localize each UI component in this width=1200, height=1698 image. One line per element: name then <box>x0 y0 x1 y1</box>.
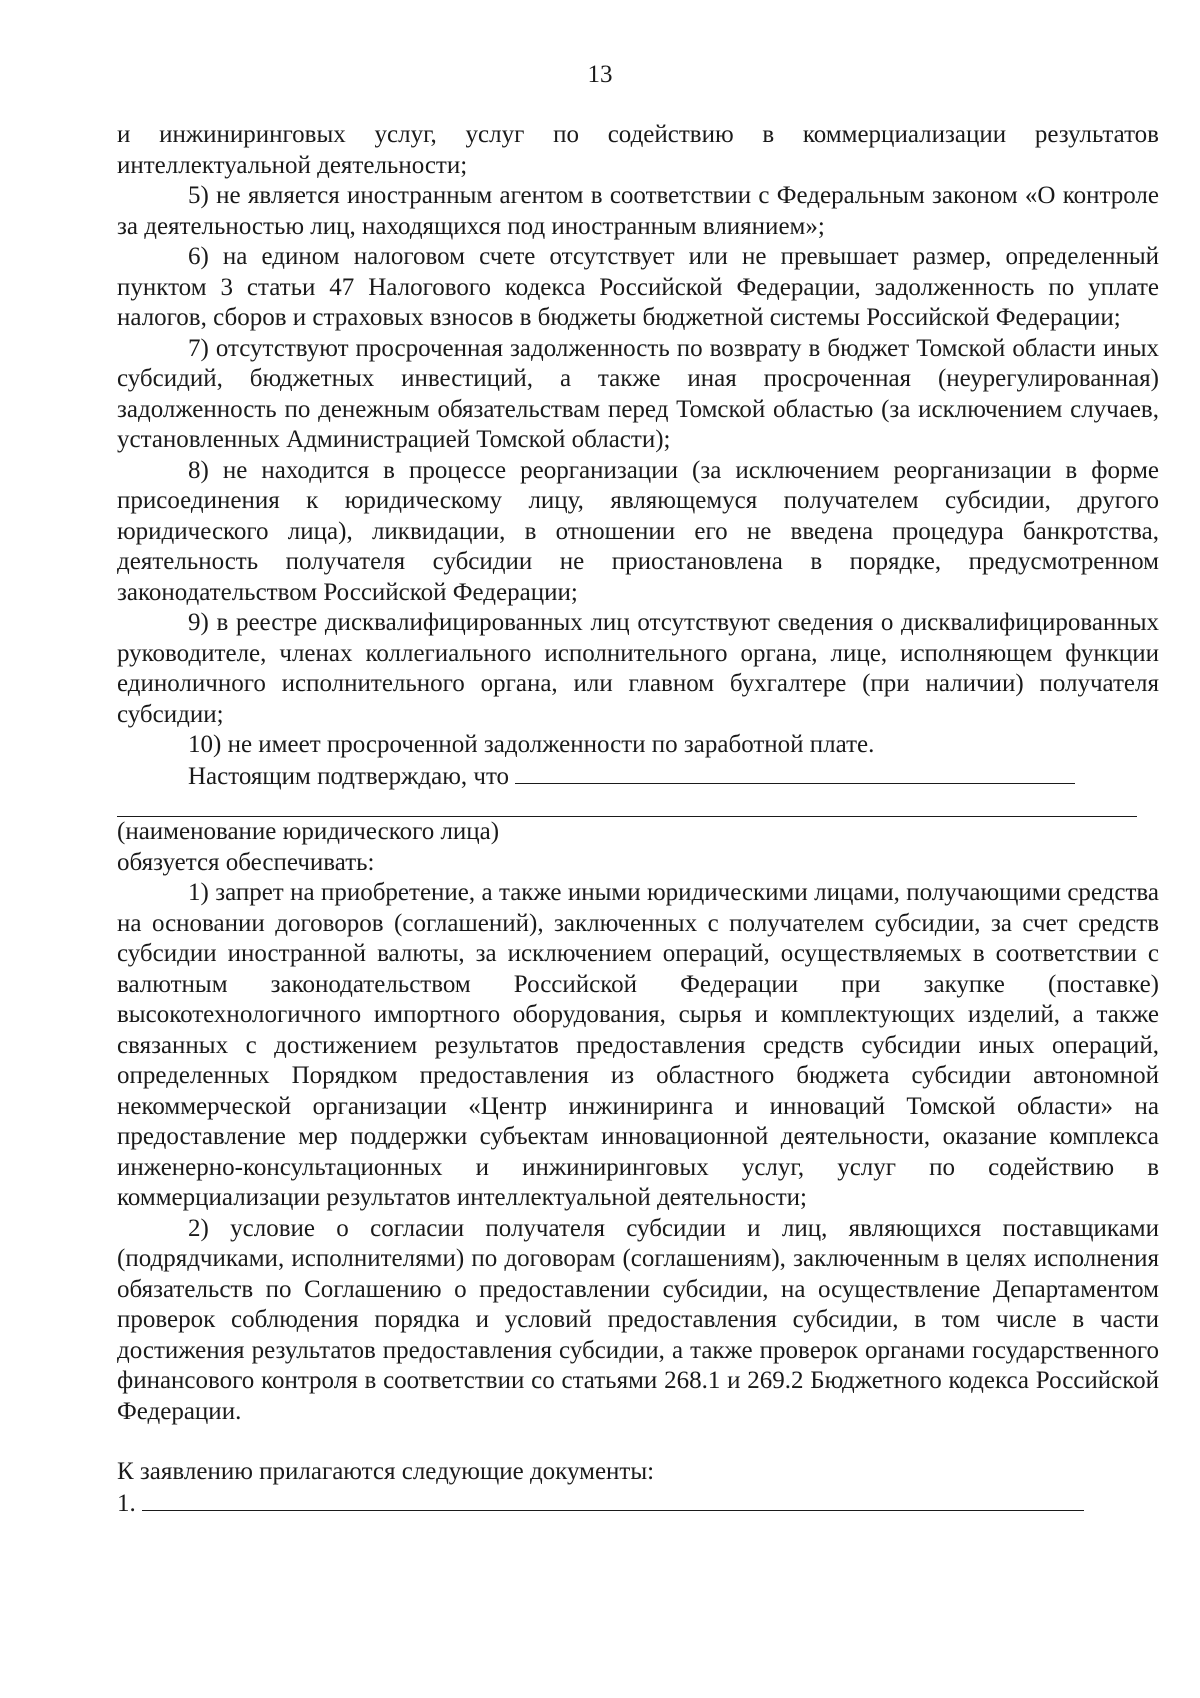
attachment-number: 1. <box>117 1489 136 1517</box>
confirmation-line <box>117 761 1159 793</box>
obligation-item-1: 1) запрет на приобретение, а также иными юридическими лицами, получающими средства на основании договоров (соглашений), заключенных с получателем субсидии, за счет средств субсидии иностранной валюты, за исключением операций, осуществляемых в соответствии с валютным законодательством Российской Федерации при закупке (поставке) высокотехнологичного импортного оборудования, сырья и комплектующих изделий, а также связанных с достижением результатов предоставления средств субсидии иных операций, определенных Порядком предоставления из областного бюджета субсидии автономной некоммерческой организации «Центр инжиниринга и инноваций Томской области» на предоставление мер поддержки субъектам инновационной деятельности, оказание комплекса инженерно-консультационных и инжиниринговых услуг, услуг по содействию в коммерциализации результатов интеллектуальной деятельности; <box>117 879 1159 1211</box>
continuation-line-2: интеллектуальной деятельности; <box>117 151 468 179</box>
obligation-item-2: 2) условие о согласии получателя субсидии и лиц, являющихся поставщиками (подрядчиками, исполнителями) по договорам (соглашениям), заключенным в целях исполнения обязательств по Соглашению о предоставлении субсидии, на осуществление Департаментом проверок соблюдения порядка и условий предоставления субсидии, в том числе в части достижения результатов предоставления субсидии, а также проверок органами государственного финансового контроля в соответствии со статьями 268.1 и 269.2 Бюджетного кодекса Российской Федерации. <box>117 1214 1159 1425</box>
attachments-title: К заявлению прилагаются следующие документы: <box>117 1458 655 1485</box>
page-number: 13 <box>587 61 613 88</box>
requirement-item-5: 5) не является иностранным агентом в соответствии с Федеральным законом «О контроле за деятельностью лиц, находящихся под иностранным влиянием»; <box>117 182 1159 240</box>
legal-entity-name-blank[interactable] <box>117 792 1137 817</box>
confirmation-blank[interactable] <box>515 761 1075 784</box>
spacer <box>117 1427 1159 1457</box>
legal-entity-caption: (наименование юридического лица) <box>117 818 500 845</box>
attachment-blank-1[interactable] <box>142 1488 1084 1511</box>
continuation-line-1: и инжиниринговых услуг, услуг по содействию в коммерциализации результатов <box>117 121 1159 148</box>
requirement-item-10: 10) не имеет просроченной задолженности по заработной плате. <box>188 731 875 758</box>
requirement-item-6: 6) на едином налоговом счете отсутствует или не превышает размер, определенный пунктом 3 статьи 47 Налогового кодекса Российской Федерации, задолженность по уплате налогов, сборов и страховых взносов в бюджеты бюджетной системы Российской Федерации; <box>117 243 1159 331</box>
requirement-item-9: 9) в реестре дисквалифицированных лиц отсутствуют сведения о дисквалифицированных руководителе, членах коллегиального исполнительного органа, лице, исполняющем функции единоличного исполнительного органа, или главном бухгалтере (при наличии) получателя субсидии; <box>117 609 1159 728</box>
obliges-heading: обязуется обеспечивать: <box>117 848 375 876</box>
confirmation-label: Настоящим подтверждаю, что <box>188 762 510 790</box>
document-body <box>117 120 1159 1519</box>
attachment-line-1 <box>117 1488 1159 1520</box>
requirement-item-8: 8) не находится в процессе реорганизации (за исключением реорганизации в форме присоединения к юридическому лицу, являющемуся получателем субсидии, другого юридического лица), ликвидации, в отношении его не введена процедура банкротства, деятельность получателя субсидии не приостановлена в порядке, предусмотренном законодательством Российской Федерации; <box>117 456 1159 606</box>
requirement-item-7: 7) отсутствуют просроченная задолженность по возврату в бюджет Томской области иных субсидий, бюджетных инвестиций, а также иная просроченная (неурегулированная) задолженность по денежным обязательствам перед Томской областью (за исключением случаев, установленных Администрацией Томской области); <box>117 334 1159 453</box>
